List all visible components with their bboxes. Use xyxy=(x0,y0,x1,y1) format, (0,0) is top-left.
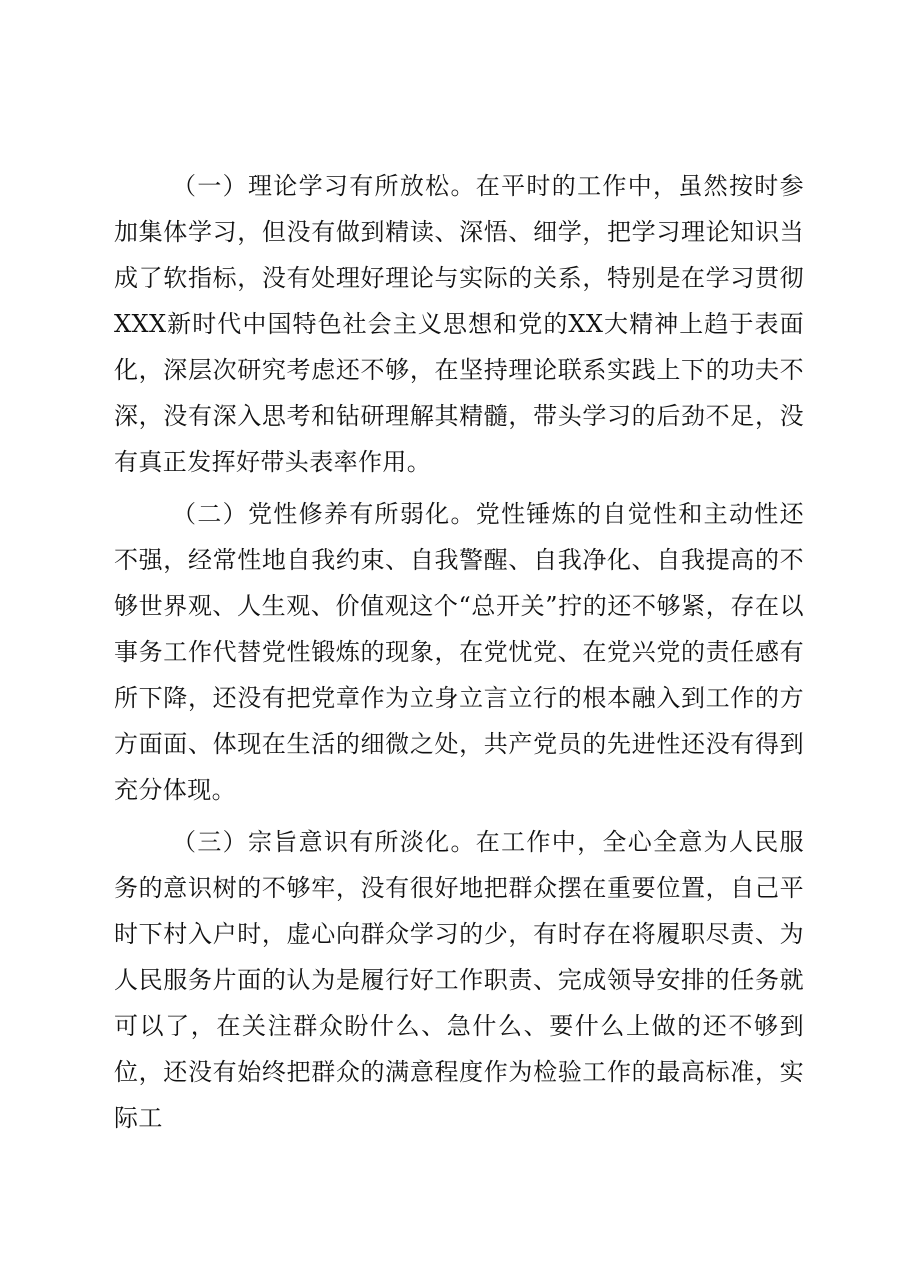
paragraph-theory-study: （一）理论学习有所放松。在平时的工作中，虽然按时参加集体学习，但没有做到精读、深悟、细学，把学习理论知识当成了软指标，没有处理好理论与实际的关系，特别是在学习贯彻XXX新时代中国特色社会主义思想和党的XX大精神上趋于表面化，深层次研究考虑还不够，在坚持理论联系实践上下的功夫不深，没有深入思考和钻研理解其精髓，带头学习的后劲不足，没有真正发挥好带头表率作用。 xyxy=(114,172,804,476)
document-body xyxy=(114,163,804,1147)
paragraph-purpose-awareness: （三）宗旨意识有所淡化。在工作中，全心全意为人民服务的意识树的不够牢，没有很好地把群众摆在重要位置，自己平时下村入户时，虚心向群众学习的少，有时存在将履职尽责、为人民服务片面的认为是履行好工作职责、完成领导安排的任务就可以了，在关注群众盼什么、急什么、要什么上做的还不够到位，还没有始终把群众的满意程度作为检验工作的最高标准，实际工 xyxy=(114,828,804,1132)
paragraph-party-spirit: （二）党性修养有所弱化。党性锤炼的自觉性和主动性还不强，经常性地自我约束、自我警醒、自我净化、自我提高的不够世界观、人生观、价值观这个“总开关”拧的还不够紧，存在以事务工作代替党性锻炼的现象，在党忧党、在党兴党的责任感有所下降，还没有把党章作为立身立言立行的根本融入到工作的方方面面、体现在生活的细微之处，共产党员的先进性还没有得到充分体现。 xyxy=(114,500,804,804)
